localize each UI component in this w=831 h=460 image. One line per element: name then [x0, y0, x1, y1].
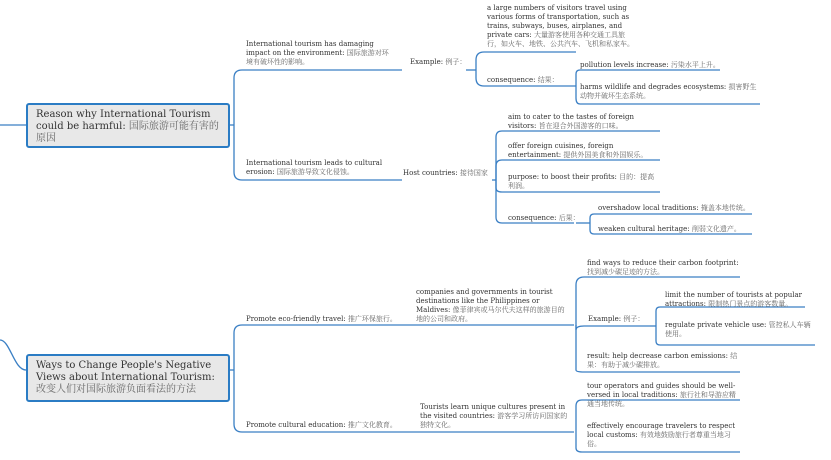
node-transportation[interactable]: a large numbers of visitors travel using various forms of transportation, such as trains, subways, buses, airplanes, and private cars: 大量游客使用各种交通工具旅行，如火车、地铁、公共汽车、飞机和私家车。 — [487, 4, 634, 48]
node-tour-operators[interactable]: tour operators and guides should be well-versed in local traditions: 旅行社和导游应精通当地传统。 — [587, 382, 736, 408]
topic-change-views-en: Ways to Change People's Negative Views about International Tourism: — [36, 360, 215, 383]
node-host-countries[interactable]: Host countries: 接待国家 — [403, 169, 488, 177]
node-limit-tourists[interactable]: limit the number of tourists at popular attractions: 限制热门景点的游客数量。 — [665, 291, 802, 308]
topic-harmful-en: Reason why International Tourism could be harmful: — [36, 109, 211, 132]
node-eco-example[interactable]: Example: 例子： — [588, 315, 645, 323]
node-private-vehicle[interactable]: regulate private vehicle use: 管控私人车辆使用。 — [665, 321, 811, 338]
topic-harmful[interactable] — [26, 103, 230, 148]
node-respect-customs[interactable]: effectively encourage travelers to respect local customs: 有效地鼓励旅行者尊重当地习俗。 — [587, 422, 736, 448]
topic-change-views-zh: 改变人们对国际旅游负面看法的方法 — [36, 384, 196, 395]
node-weaken[interactable]: weaken cultural heritage: 削弱文化遗产。 — [598, 225, 741, 233]
node-env-consequence[interactable]: consequence: 结果： — [487, 76, 559, 84]
node-cultural-erosion[interactable]: International tourism leads to cultural erosion: 国际旅游导致文化侵蚀。 — [246, 159, 383, 176]
node-profits[interactable]: purpose: to boost their profits: 目的：提高利润。 — [508, 173, 655, 190]
node-environment[interactable]: International tourism has damaging impact on the environment: 国际旅游对环境有破坏性的影响。 — [246, 40, 389, 66]
node-env-example[interactable]: Example: 例子： — [410, 58, 467, 66]
node-carbon-footprint[interactable]: find ways to reduce their carbon footprint: 找到减少碳足迹的方法。 — [587, 259, 739, 276]
node-companies[interactable]: companies and governments in tourist destinations like the Philippines or Maldives: 像菲律宾或马尔代夫这样的旅游目的地的公司和政府。 — [416, 288, 565, 323]
node-wildlife[interactable]: harms wildlife and degrades ecosystems: 损害野生动物并破坏生态系统。 — [580, 83, 757, 100]
node-carbon-result[interactable]: result: help decrease carbon emissions: 结果：有助于减少碳排放。 — [587, 352, 738, 369]
topic-harmful-zh: 国际旅游可能有害的原因 — [36, 121, 219, 144]
node-overshadow[interactable]: overshadow local traditions: 掩盖本地传统。 — [598, 204, 750, 212]
node-learn-cultures[interactable]: Tourists learn unique cultures present in the visited countries: 游客学习所访问国家的独特文化。 — [420, 403, 568, 429]
node-foreign-cuisines[interactable]: offer foreign cuisines, foreign entertainment: 提供外国美食和外国娱乐。 — [508, 142, 648, 159]
node-culture-consequence[interactable]: consequence: 后果： — [508, 214, 580, 222]
node-eco-travel[interactable]: Promote eco-friendly travel: 推广环保旅行。 — [246, 315, 397, 323]
node-pollution[interactable]: pollution levels increase: 污染水平上升。 — [580, 61, 720, 69]
topic-change-views[interactable] — [26, 354, 230, 402]
node-cater[interactable]: aim to cater to the tastes of foreign visitors: 旨在迎合外国游客的口味。 — [508, 113, 634, 130]
node-cultural-education[interactable]: Promote cultural education: 推广文化教育。 — [246, 421, 397, 429]
